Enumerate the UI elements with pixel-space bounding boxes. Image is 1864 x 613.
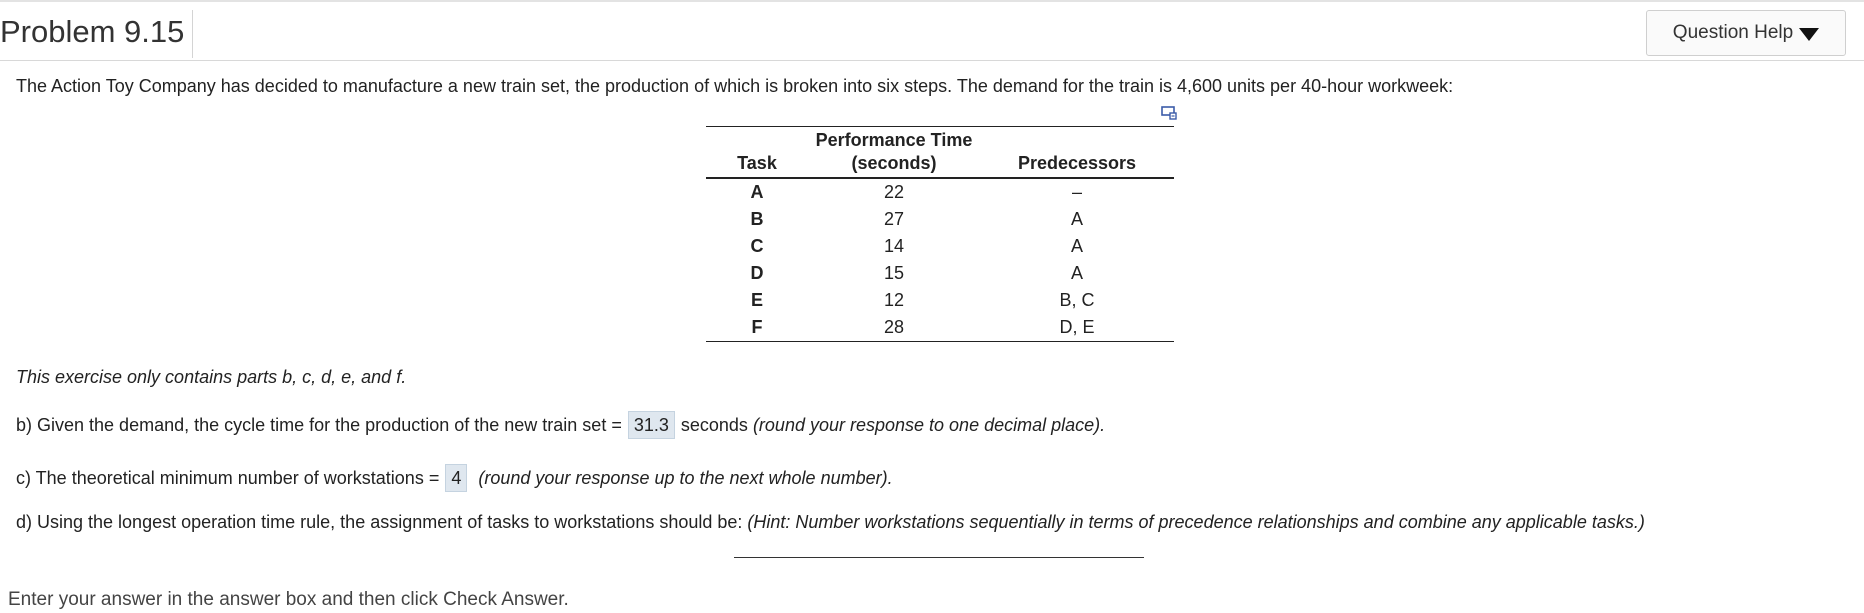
task-cell: B	[750, 209, 764, 229]
problem-statement: The Action Toy Company has decided to manufacture a new train set, the production of which is broken into six steps. The demand for the train is 4,600 units per 40-hour workweek:	[16, 76, 1454, 96]
header-predecessors: Predecessors	[980, 127, 1174, 179]
question-d	[16, 512, 1645, 533]
predecessor-cell: D, E	[980, 314, 1174, 342]
table-header-row	[706, 127, 1174, 179]
question-d-prefix: d) Using the longest operation time rule, the assignment of tasks to workstations should be:	[16, 512, 743, 532]
header-performance-time	[808, 127, 980, 179]
task-cell: D	[750, 263, 764, 283]
question-help-button[interactable]	[1646, 10, 1846, 56]
task-cell: E	[750, 290, 763, 310]
page-title: Problem 9.15	[0, 10, 193, 58]
header-time-line2: (seconds)	[851, 153, 937, 173]
table-row	[706, 178, 1174, 206]
table-row	[706, 206, 1174, 233]
task-cell: F	[706, 314, 808, 342]
predecessor-cell: A	[1070, 236, 1083, 256]
time-cell: 22	[883, 182, 905, 202]
cycle-time-answer[interactable]: 31.3	[628, 411, 675, 439]
time-cell: 12	[883, 290, 905, 310]
footer-instruction: Enter your answer in the answer box and then click Check Answer.	[8, 589, 569, 610]
header-bar	[0, 2, 1864, 61]
header-task: Task	[706, 127, 808, 179]
table-row	[706, 287, 1174, 314]
caret-down-icon	[1799, 28, 1819, 41]
time-cell: 28	[808, 314, 980, 342]
question-b-hint: (round your response to one decimal place).	[752, 414, 1106, 435]
time-cell: 27	[883, 209, 905, 229]
predecessor-cell: A	[1070, 209, 1083, 229]
task-table	[706, 126, 1174, 342]
task-cell: C	[750, 236, 764, 256]
table-row	[706, 260, 1174, 287]
table-row	[706, 314, 1174, 342]
header-time-line1: Performance Time	[815, 130, 973, 150]
question-d-hint: (Hint: Number workstations sequentially in terms of precedence relationships and combine any applicable tasks.)	[747, 512, 1645, 532]
task-cell: A	[750, 182, 764, 202]
answer-divider	[734, 557, 1144, 558]
question-c-hint: (round your response up to the next whole number).	[478, 467, 893, 488]
time-cell: 15	[883, 263, 905, 283]
question-b	[16, 411, 1105, 439]
question-c-prefix: c) The theoretical minimum number of workstations =	[16, 467, 440, 488]
question-b-prefix: b) Given the demand, the cycle time for the production of the new train set =	[16, 414, 622, 435]
expand-table-icon[interactable]	[1161, 106, 1177, 120]
time-cell: 14	[883, 236, 905, 256]
question-help-label: Question Help	[1672, 22, 1794, 43]
table-row	[706, 233, 1174, 260]
exercise-note: This exercise only contains parts b, c, d, e, and f.	[16, 367, 407, 387]
question-c	[16, 464, 893, 492]
predecessor-cell: B, C	[1059, 290, 1095, 310]
question-b-suffix: seconds	[680, 414, 748, 435]
predecessor-cell: A	[1070, 263, 1083, 283]
workstations-answer[interactable]: 4	[445, 464, 467, 492]
predecessor-cell: –	[1071, 182, 1082, 202]
